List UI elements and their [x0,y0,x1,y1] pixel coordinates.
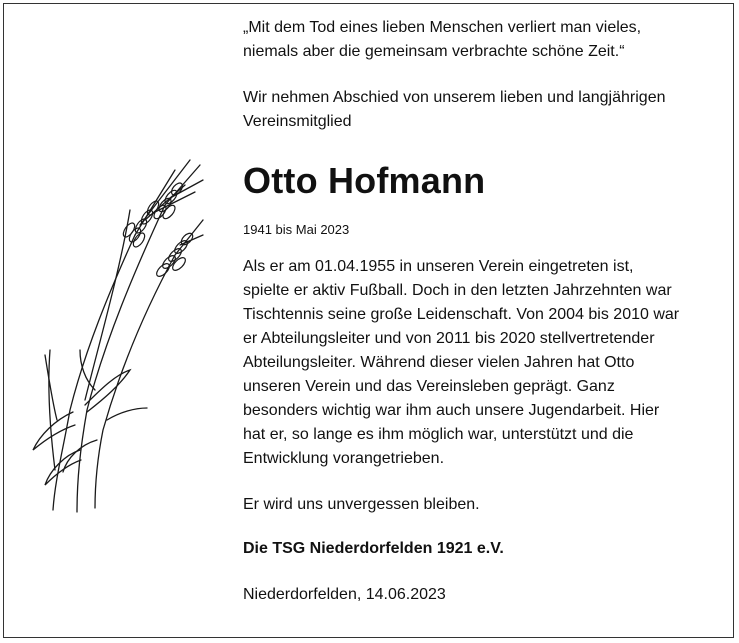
tribute-line: spielte er aktiv Fußball. Doch in den letzten Jahrzehnten war [243,282,672,299]
tribute-line: hat er, so lange es ihm möglich war, unterstützt und die [243,426,634,443]
tribute-line: Entwicklung vorangetrieben. [243,450,445,467]
place-and-date: Niederdorfelden, 14.06.2023 [243,586,446,603]
tribute-line: besonders wichtig war ihm auch unsere Jugendarbeit. Hier [243,402,660,419]
quote-line: „Mit dem Tod eines lieben Menschen verliert man vieles, [243,19,642,36]
intro-line: Wir nehmen Abschied von unserem lieben und langjährigen [243,89,666,106]
quote-line: niemals aber die gemeinsam verbrachte schöne Zeit.“ [243,43,625,60]
deceased-name: Otto Hofmann [243,160,486,201]
farewell-intro [243,86,723,134]
tribute-text [243,255,723,471]
tribute-line: Tischtennis seine große Leidenschaft. Von 2004 bis 2010 war [243,306,680,323]
obituary-content [243,16,723,607]
tribute-line: unseren Verein und das Vereinsleben geprägt. Ganz [243,378,615,395]
tribute-line: Abteilungsleiter. Während dieser vielen Jahren hat Otto [243,354,635,371]
organization-signature: Die TSG Niederdorfelden 1921 e.V. [243,540,504,557]
wheat-ears-icon [25,150,205,520]
tribute-line: Als er am 01.04.1955 in unseren Verein eingetreten ist, [243,258,634,275]
closing-sentence: Er wird uns unvergessen bleiben. [243,496,480,513]
memorial-quote [243,16,723,64]
intro-line: Vereinsmitglied [243,113,352,130]
life-dates: 1941 bis Mai 2023 [243,222,350,237]
tribute-line: er Abteilungsleiter und von 2011 bis 2020 stellvertretender [243,330,655,347]
